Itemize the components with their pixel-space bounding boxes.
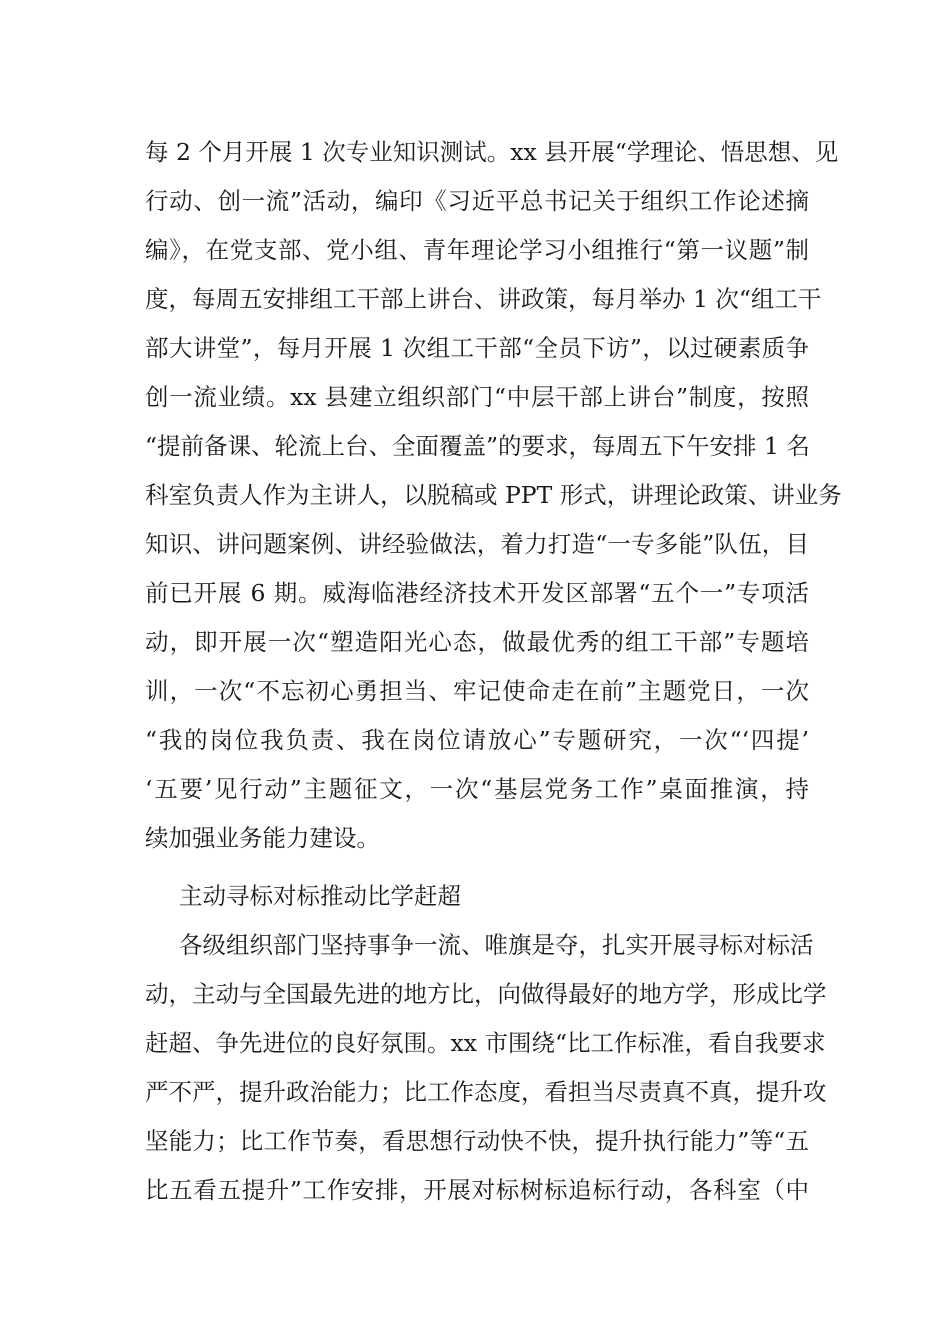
paragraph-line: “提前备课、轮流上台、全面覆盖”的要求，每周五下午安排 1 名 [145, 432, 810, 460]
body-paragraph-2 [145, 921, 827, 1215]
body-paragraph-1 [145, 128, 842, 863]
paragraph-line: 比五看五提升”工作安排，开展对标树标追标行动，各科室（中 [145, 1176, 809, 1204]
paragraph-line: 度，每周五安排组工干部上讲台、讲政策，每月举办 1 次“组工干 [145, 285, 822, 313]
paragraph-line: 每 2 个月开展 1 次专业知识测试。xx 县开展“学理论、悟思想、见 [145, 138, 839, 166]
paragraph-line: 部大讲堂”，每月开展 1 次组工干部“全员下访”，以过硬素质争 [145, 334, 809, 362]
paragraph-line: 动，即开展一次“塑造阳光心态，做最优秀的组工干部”专题培 [145, 628, 809, 656]
paragraph-line: 编》，在党支部、党小组、青年理论学习小组推行“第一议题”制 [145, 236, 809, 264]
paragraph-line: 行动、创一流”活动，编印《习近平总书记关于组织工作论述摘 [145, 187, 809, 215]
section-heading [145, 872, 809, 921]
paragraph-line: 动，主动与全国最先进的地方比，向做得最好的地方学，形成比学 [145, 980, 827, 1008]
paragraph-line: 知识、讲问题案例、讲经验做法，着力打造“一专多能”队伍，目 [145, 530, 809, 558]
paragraph-line: 创一流业绩。xx 县建立组织部门“中层干部上讲台”制度，按照 [145, 383, 809, 411]
paragraph-line-last: 续加强业务能力建设。 [145, 824, 380, 852]
paragraph-line: 科室负责人作为主讲人，以脱稿或 PPT 形式，讲理论政策、讲业务 [145, 481, 842, 509]
paragraph-line: 严不严，提升政治能力；比工作态度，看担当尽责真不真，提升攻 [145, 1078, 827, 1106]
paragraph-line: “我的岗位我负责、我在岗位请放心”专题研究，一次“‘四提’ [145, 726, 809, 754]
paragraph-line: ‘五要’见行动”主题征文，一次“基层党务工作”桌面推演，持 [145, 775, 809, 803]
section-heading-text: 主动寻标对标推动比学赶超 [179, 882, 461, 910]
paragraph-line: 训，一次“不忘初心勇担当、牢记使命走在前”主题党日，一次 [145, 677, 809, 705]
paragraph-line-first: 各级组织部门坚持事争一流、唯旗是夺，扎实开展寻标对标活 [179, 931, 814, 959]
paragraph-line: 赶超、争先进位的良好氛围。xx 市围绕“比工作标准，看自我要求 [145, 1029, 826, 1057]
paragraph-line: 坚能力；比工作节奏，看思想行动快不快，提升执行能力”等“五 [145, 1127, 809, 1155]
paragraph-line: 前已开展 6 期。威海临港经济技术开发区部署“五个一”专项活 [145, 579, 809, 607]
